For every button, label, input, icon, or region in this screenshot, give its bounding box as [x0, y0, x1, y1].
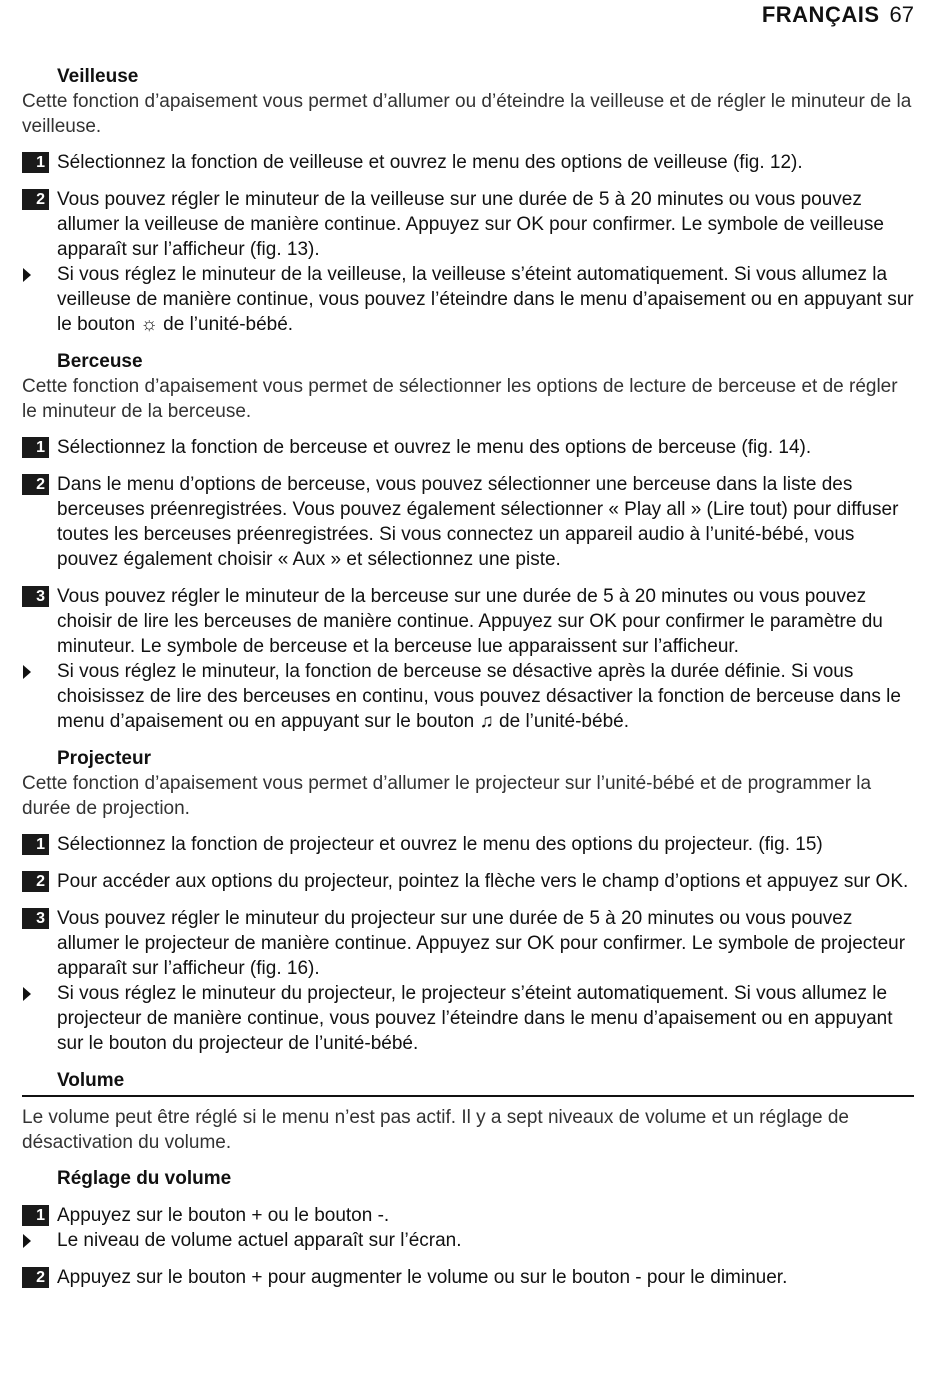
- step-item: [22, 1265, 914, 1290]
- bullet-text: Si vous réglez le minuteur de la veilleuse, la veilleuse s’éteint automatiquement. Si vous allumez la veilleuse de manière continue, vous pouvez l’éteindre dans le menu d’apaisement ou en appuyant sur le bouton ☼ de l’unité-bébé.: [57, 264, 914, 335]
- step-number: 1: [22, 1205, 49, 1226]
- result-bullet: [22, 659, 914, 734]
- page-header: [762, 2, 914, 28]
- section-title-projecteur: Projecteur: [57, 748, 151, 769]
- section-title-berceuse: Berceuse: [57, 351, 143, 372]
- step-number: 1: [22, 437, 49, 458]
- section-intro-volume: Le volume peut être réglé si le menu n’est pas actif. Il y a sept niveaux de volume et un réglage de désactivation du volume.: [22, 1107, 849, 1153]
- section-title-veilleuse: Veilleuse: [57, 66, 139, 87]
- step-item: [22, 472, 914, 572]
- result-bullet: [22, 1228, 914, 1253]
- step-number: 2: [22, 871, 49, 892]
- result-bullet: [22, 981, 914, 1056]
- step-text: Vous pouvez régler le minuteur de la berceuse sur une durée de 5 à 20 minutes ou vous pouvez choisir de lire les berceuses de manière continue. Appuyez sur OK pour confirmer le paramètre du minuteur. Le symbole de berceuse et la berceuse lue apparaissent sur l’afficheur.: [57, 586, 883, 657]
- step-item: [22, 832, 914, 857]
- page-content: [22, 64, 914, 1302]
- step-text: Sélectionnez la fonction de projecteur et ouvrez le menu des options du projecteur. (fig. 15): [57, 834, 823, 855]
- section-intro-projecteur: Cette fonction d’apaisement vous permet d’allumer le projecteur sur l’unité-bébé et de programmer la durée de projection.: [22, 773, 872, 819]
- subsection-title-reglage-volume: Réglage du volume: [57, 1168, 232, 1189]
- step-item: [22, 150, 914, 175]
- step-text: Pour accéder aux options du projecteur, pointez la flèche vers le champ d’options et appuyez sur OK.: [57, 871, 909, 892]
- section-title-volume: Volume: [57, 1070, 125, 1091]
- step-number: 1: [22, 834, 49, 855]
- bullet-text: Si vous réglez le minuteur du projecteur, le projecteur s’éteint automatiquement. Si vous allumez le projecteur de manière continue, vous pouvez l’éteindre dans le menu d’apaisement ou en appuyant sur le bouton du projecteur de l’unité-bébé.: [57, 983, 893, 1054]
- step-number: 2: [22, 474, 49, 495]
- step-item: [22, 869, 914, 894]
- section-intro-berceuse: Cette fonction d’apaisement vous permet de sélectionner les options de lecture de berceuse et de régler le minuteur de la berceuse.: [22, 376, 898, 422]
- step-item: [22, 584, 914, 659]
- step-number: 3: [22, 908, 49, 929]
- step-item: [22, 906, 914, 981]
- section-intro-veilleuse: Cette fonction d’apaisement vous permet d’allumer ou d’éteindre la veilleuse et de régler le minuteur de la veilleuse.: [22, 91, 912, 137]
- bullet-text: Si vous réglez le minuteur, la fonction de berceuse se désactive après la durée définie. Si vous choisissez de lire des berceuses en continu, vous pouvez désactiver la fonction de berceuse dans le menu d’apaisement ou en appuyant sur le bouton ♫ de l’unité-bébé.: [57, 661, 901, 732]
- step-text: Dans le menu d’options de berceuse, vous pouvez sélectionner une berceuse dans la liste des berceuses préenregistrées. Vous pouvez également sélectionner « Play all » (Lire tout) pour diffuser toutes les berceuses préenregistrées. Si vous connectez un appareil audio à l’unité-bébé, vous pouvez également choisir « Aux » et sélectionnez une piste.: [57, 474, 899, 570]
- bullet-arrow-icon: [23, 665, 31, 679]
- bullet-arrow-icon: [23, 987, 31, 1001]
- step-text: Sélectionnez la fonction de veilleuse et ouvrez le menu des options de veilleuse (fig. 12).: [57, 152, 803, 173]
- step-number: 3: [22, 586, 49, 607]
- bullet-arrow-icon: [23, 268, 31, 282]
- step-text: Sélectionnez la fonction de berceuse et ouvrez le menu des options de berceuse (fig. 14).: [57, 437, 812, 458]
- step-item: [22, 187, 914, 262]
- section-divider: [22, 1095, 914, 1097]
- step-text: Vous pouvez régler le minuteur de la veilleuse sur une durée de 5 à 20 minutes ou vous pouvez allumer la veilleuse de manière continue. Appuyez sur OK pour confirmer. Le symbole de veilleuse apparaît sur l’afficheur (fig. 13).: [57, 189, 884, 260]
- step-number: 2: [22, 1267, 49, 1288]
- step-number: 1: [22, 152, 49, 173]
- step-text: Appuyez sur le bouton + pour augmenter le volume ou sur le bouton - pour le diminuer.: [57, 1267, 788, 1288]
- step-item: [22, 435, 914, 460]
- page-number: 67: [889, 2, 914, 27]
- result-bullet: [22, 262, 914, 337]
- step-item: [22, 1203, 914, 1228]
- language-label: FRANÇAIS: [761, 2, 880, 27]
- step-text: Vous pouvez régler le minuteur du projecteur sur une durée de 5 à 20 minutes ou vous pouvez allumer le projecteur de manière continue. Appuyez sur OK pour confirmer. Le symbole de projecteur apparaît sur l’afficheur (fig. 16).: [57, 908, 906, 979]
- bullet-text: Le niveau de volume actuel apparaît sur l’écran.: [57, 1230, 462, 1251]
- step-text: Appuyez sur le bouton + ou le bouton -.: [57, 1205, 390, 1226]
- bullet-arrow-icon: [23, 1234, 31, 1248]
- step-number: 2: [22, 189, 49, 210]
